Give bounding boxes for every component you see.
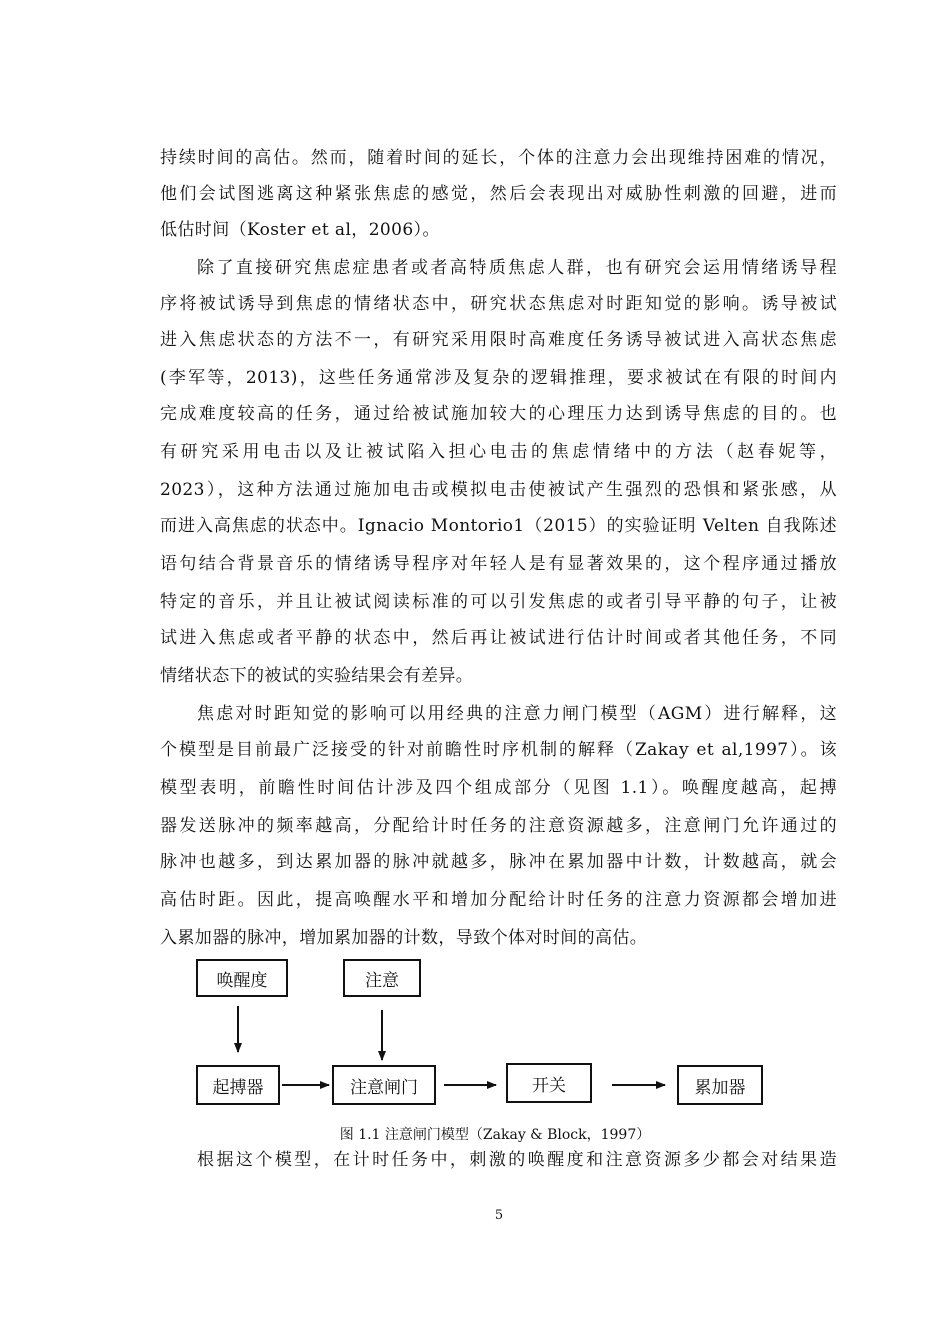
text-line: 2023），这种方法通过施加电击或模拟电击使被试产生强烈的恐惧和紧张感，从 — [160, 480, 837, 500]
text-line: 除了直接研究焦虑症患者或者高特质焦虑人群，也有研究会运用情绪诱导程 — [197, 258, 837, 278]
attention-gate-box: 注意闸门 — [332, 1065, 436, 1105]
text-line: 入累加器的脉冲，增加累加器的计数，导致个体对时间的高估。 — [160, 928, 648, 948]
text-line: 情绪状态下的被试的实验结果会有差异。 — [160, 666, 474, 686]
text-line: 模型表明，前瞻性时间估计涉及四个组成部分（见图 1.1）。唤醒度越高，起搏 — [160, 778, 837, 798]
text-line: 语句结合背景音乐的情绪诱导程序对年轻人是有显著效果的，这个程序通过播放 — [160, 554, 837, 574]
accumulator-box: 累加器 — [677, 1065, 763, 1105]
text-line: 序将被试诱导到焦虑的情绪状态中，研究状态焦虑对时距知觉的影响。诱导被试 — [160, 294, 837, 314]
text-line: 完成难度较高的任务，通过给被试施加较大的心理压力达到诱导焦虑的目的。也 — [160, 404, 837, 424]
text-line: 试进入焦虑或者平静的状态中，然后再让被试进行估计时间或者其他任务，不同 — [160, 628, 837, 648]
text-line: 低估时间（Koster et al，2006）。 — [160, 220, 440, 240]
text-line: 而进入高焦虑的状态中。Ignacio Montorio1（2015）的实验证明 Velten 自我陈述 — [160, 516, 837, 536]
text-line: 有研究采用电击以及让被试陷入担心电击的焦虑情绪中的方法（赵春妮等， — [160, 442, 837, 462]
text-line: 持续时间的高估。然而，随着时间的延长，个体的注意力会出现维持困难的情况， — [160, 148, 837, 168]
attention-box: 注意 — [343, 959, 421, 997]
figure-caption: 图 1.1 注意闸门模型（Zakay & Block，1997） — [339, 1127, 651, 1143]
switch-box: 开关 — [506, 1063, 592, 1103]
text-line: 特定的音乐，并且让被试阅读标准的可以引发焦虑的或者引导平静的句子，让被 — [160, 592, 837, 612]
text-line: 个模型是目前最广泛接受的针对前瞻性时序机制的解释（Zakay et al,1997）。该 — [160, 740, 837, 760]
page-number: 5 — [494, 1208, 504, 1223]
text-line: 根据这个模型，在计时任务中，刺激的唤醒度和注意资源多少都会对结果造 — [197, 1150, 837, 1170]
text-line: 高估时距。因此，提高唤醒水平和增加分配给计时任务的注意力资源都会增加进 — [160, 890, 837, 910]
text-line: 脉冲也越多，到达累加器的脉冲就越多，脉冲在累加器中计数，计数越高，就会 — [160, 852, 837, 872]
text-line: (李军等，2013)，这些任务通常涉及复杂的逻辑推理，要求被试在有限的时间内 — [160, 368, 837, 388]
text-line: 焦虑对时距知觉的影响可以用经典的注意力闸门模型（AGM）进行解释，这 — [197, 704, 837, 724]
text-line: 器发送脉冲的频率越高，分配给计时任务的注意资源越多，注意闸门允许通过的 — [160, 816, 837, 836]
text-line: 他们会试图逃离这种紧张焦虑的感觉，然后会表现出对威胁性刺激的回避，进而 — [160, 184, 837, 204]
text-line: 进入焦虑状态的方法不一，有研究采用限时高难度任务诱导被试进入高状态焦虑 — [160, 330, 837, 350]
pacemaker-box: 起搏器 — [196, 1065, 280, 1105]
arousal-box: 唤醒度 — [196, 959, 288, 997]
